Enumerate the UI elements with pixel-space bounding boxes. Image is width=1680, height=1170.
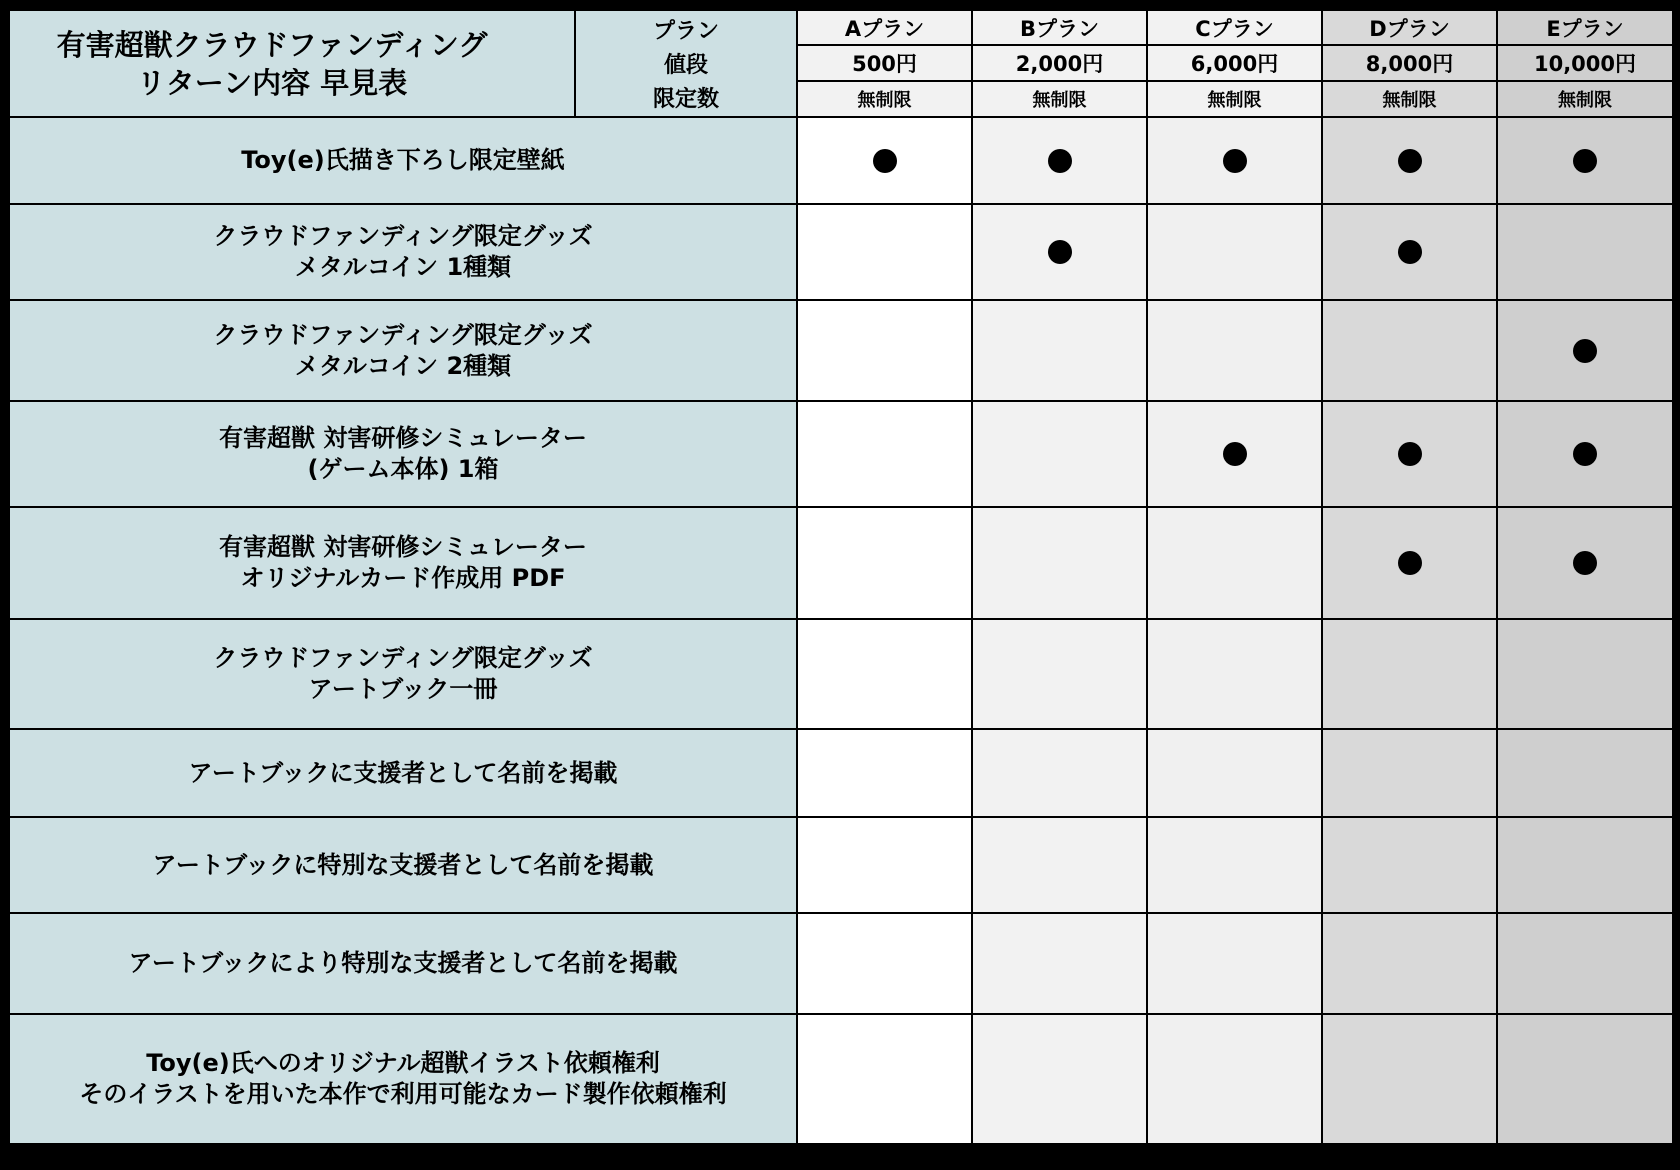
reward-cell-c [1148, 620, 1321, 728]
reward-cell-e [1498, 620, 1672, 728]
reward-label [10, 1015, 796, 1143]
reward-cell-a [798, 118, 971, 203]
plan-limit-e: 無制限 [1498, 82, 1672, 116]
reward-label-line: 有害超獣 対害研修シミュレーター [219, 424, 587, 452]
reward-cell-e [1498, 1015, 1672, 1143]
reward-cell-c [1148, 118, 1321, 203]
reward-cell-c [1148, 818, 1321, 912]
reward-cell-b [973, 730, 1146, 816]
included-dot-icon [1573, 551, 1597, 575]
header-labels [576, 11, 796, 116]
reward-label [10, 402, 796, 506]
reward-label-line: メタルコイン 2種類 [294, 351, 512, 380]
reward-label-line: メタルコイン 1種類 [294, 253, 512, 281]
table-title [10, 11, 574, 116]
reward-label-line: アートブックにより特別な支援者として名前を掲載 [128, 949, 678, 977]
reward-cell-a [798, 914, 971, 1013]
reward-cell-b [973, 1015, 1146, 1143]
reward-cell-e [1498, 301, 1672, 400]
price-label: 値段 [663, 52, 708, 78]
plan-limit-c: 無制限 [1148, 82, 1321, 116]
included-dot-icon [1573, 442, 1597, 466]
reward-cell-c [1148, 730, 1321, 816]
reward-cell-b [973, 818, 1146, 912]
reward-label-line: Toy(e)氏描き下ろし限定壁紙 [241, 146, 565, 174]
reward-cell-c [1148, 1015, 1321, 1143]
reward-cell-b [973, 620, 1146, 728]
included-dot-icon [1048, 149, 1072, 173]
reward-cell-d [1323, 118, 1496, 203]
reward-label-line: アートブックに支援者として名前を掲載 [188, 758, 618, 787]
plan-name-b: Bプラン [973, 11, 1146, 44]
plan-name-c: Cプラン [1148, 11, 1321, 44]
plan-limit-d: 無制限 [1323, 82, 1496, 116]
reward-label [10, 205, 796, 299]
reward-label [10, 620, 796, 728]
plan-limit-a: 無制限 [798, 82, 971, 116]
plan-name-a: Aプラン [798, 11, 971, 44]
reward-cell-a [798, 301, 971, 400]
included-dot-icon [1573, 339, 1597, 363]
reward-cell-d [1323, 1015, 1496, 1143]
included-dot-icon [1398, 442, 1422, 466]
reward-label-line: Toy(e)氏へのオリジナル超獣イラスト依頼権利 [146, 1049, 660, 1077]
plan-name-d: Dプラン [1323, 11, 1496, 44]
reward-cell-e [1498, 730, 1672, 816]
plan-name-e: Eプラン [1498, 11, 1672, 44]
reward-label [10, 818, 796, 912]
reward-cell-b [973, 118, 1146, 203]
reward-cell-a [798, 818, 971, 912]
reward-cell-d [1323, 818, 1496, 912]
reward-label-line: クラウドファンディング限定グッズ [213, 644, 593, 672]
reward-cell-e [1498, 818, 1672, 912]
reward-label-line: アートブックに特別な支援者として名前を掲載 [152, 850, 654, 879]
reward-cell-d [1323, 914, 1496, 1013]
reward-cell-b [973, 301, 1146, 400]
reward-label-line: (ゲーム本体) 1箱 [307, 455, 499, 483]
reward-cell-d [1323, 205, 1496, 299]
included-dot-icon [1223, 149, 1247, 173]
included-dot-icon [1223, 442, 1247, 466]
reward-cell-d [1323, 508, 1496, 618]
reward-label [10, 914, 796, 1013]
plan-price-b: 2,000円 [973, 46, 1146, 80]
included-dot-icon [1398, 149, 1422, 173]
rewards-table [10, 11, 1670, 1159]
reward-label [10, 730, 796, 816]
plan-price-e: 10,000円 [1498, 46, 1672, 80]
table-title-line2: リターン内容 早見表 [136, 65, 408, 100]
limit-label: 限定数 [652, 86, 719, 112]
reward-cell-d [1323, 301, 1496, 400]
reward-cell-c [1148, 205, 1321, 299]
reward-cell-a [798, 1015, 971, 1143]
reward-cell-d [1323, 730, 1496, 816]
reward-cell-d [1323, 620, 1496, 728]
reward-label [10, 508, 796, 618]
table-title-line1: 有害超獣クラウドファンディング [56, 27, 488, 62]
reward-cell-c [1148, 914, 1321, 1013]
reward-label-line: アートブック一冊 [308, 675, 498, 703]
reward-label [10, 118, 796, 203]
reward-cell-a [798, 402, 971, 506]
reward-cell-a [798, 205, 971, 299]
reward-cell-d [1323, 402, 1496, 506]
plan-price-c: 6,000円 [1148, 46, 1321, 80]
reward-cell-a [798, 620, 971, 728]
reward-cell-c [1148, 301, 1321, 400]
reward-cell-e [1498, 508, 1672, 618]
reward-label-line: クラウドファンディング限定グッズ [213, 222, 593, 250]
included-dot-icon [873, 149, 897, 173]
reward-cell-c [1148, 402, 1321, 506]
reward-label-line: 有害超獣 対害研修シミュレーター [219, 533, 587, 561]
reward-cell-a [798, 508, 971, 618]
reward-label-line: オリジナルカード作成用 PDF [240, 564, 566, 592]
reward-label-line: そのイラストを用いた本作で利用可能なカード製作依頼権利 [79, 1080, 727, 1108]
reward-label-line: クラウドファンディング限定グッズ [213, 320, 593, 349]
reward-cell-b [973, 402, 1146, 506]
reward-cell-b [973, 508, 1146, 618]
reward-cell-e [1498, 205, 1672, 299]
included-dot-icon [1048, 240, 1072, 264]
plan-price-a: 500円 [798, 46, 971, 80]
included-dot-icon [1398, 551, 1422, 575]
plan-price-d: 8,000円 [1323, 46, 1496, 80]
included-dot-icon [1573, 149, 1597, 173]
reward-cell-a [798, 730, 971, 816]
reward-cell-e [1498, 118, 1672, 203]
included-dot-icon [1398, 240, 1422, 264]
reward-label [10, 301, 796, 400]
reward-cell-b [973, 914, 1146, 1013]
reward-cell-b [973, 205, 1146, 299]
plan-limit-b: 無制限 [973, 82, 1146, 116]
plan-label: プラン [652, 19, 719, 45]
reward-cell-e [1498, 402, 1672, 506]
reward-cell-e [1498, 914, 1672, 1013]
reward-cell-c [1148, 508, 1321, 618]
